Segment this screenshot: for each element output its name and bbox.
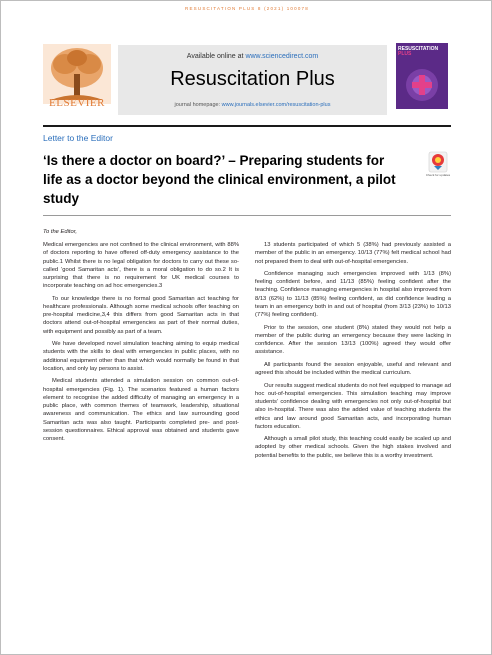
right-paragraph-3: Prior to the session, one student (8%) stated they would not help a member of the public during an emergency because they were lacking in confidence. After the session 13/13 (100%) agreed they would offer assistance. <box>255 324 451 356</box>
right-paragraph-1: 13 students participated of which 5 (38%) had previously assisted a member of the public in an emergency. 10/13 (77%) felt medical school had not prepared them to deal with out-of-hospital emergencies. <box>255 242 451 265</box>
title-rule <box>43 215 451 216</box>
right-paragraph-5: Our results suggest medical students do not feel equipped to manage ad hoc out-of-hospital emergencies. This simulation teaching may improve students’ confidence dealing with emergencies not only out-of-hospital but also in-hospital. There was also the added value of teaching students the ethics and law around good Samaritan acts, and incorporating human factors education. <box>255 382 451 430</box>
crossmark-icon[interactable] <box>428 151 448 173</box>
article-title: ‘Is there a doctor on board?’ – Preparing students for life as a doctor beyond the clinical environment, a pilot study <box>43 153 396 206</box>
crossmark-label: Check for updates <box>425 173 451 177</box>
cover-artwork <box>402 65 442 105</box>
running-head: RESUSCITATION PLUS 8 (2021) 100078 <box>185 6 309 11</box>
cover-title-line2: PLUS <box>398 51 412 57</box>
available-prefix: Available online at <box>186 53 246 60</box>
publisher-wordmark: ELSEVIER <box>49 97 105 109</box>
left-paragraph-2: To our knowledge there is no formal good Samaritan act teaching for healthcare professionals. Although some medical schools offer teaching on pre-hospital medicine,3,4 this differs from good Samaritan acts in that doctors attend out-of-hospital emergencies as part of their normal duties, with equipment and possibly as part of a team. <box>43 295 239 335</box>
journal-title: Resuscitation Plus <box>170 68 335 90</box>
right-paragraph-4: All participants found the session enjoyable, useful and relevant and agreed this should be included within the medical curriculum. <box>255 361 451 377</box>
journal-masthead <box>118 45 387 115</box>
left-paragraph-1: Medical emergencies are not confined to the clinical environment, with 88% of doctors reporting to have offered off-duty emergency assistance to the public.1 Whilst there is no legal obligation for doctors to carry out these so-called ‘good Samaritan acts’, there is a moral obligation to do so.2 It is surprising that there is no requirement for UK medical courses to incorporate teaching on ad hoc emergencies.3 <box>43 242 239 290</box>
masthead-rule <box>43 125 451 127</box>
sciencedirect-link[interactable]: www.sciencedirect.com <box>245 53 319 60</box>
available-online-line <box>118 53 387 60</box>
left-paragraph-3: We have developed novel simulation teaching aiming to equip medical students with the skills to deal with emergencies in public places, with no additional equipment other than that which would normally be found in that location, and only lay persons to assist. <box>43 341 239 372</box>
salutation: To the Editor, <box>43 229 77 235</box>
homepage-prefix: journal homepage: <box>174 102 222 108</box>
left-paragraph-4: Medical students attended a simulation session on common out-of-hospital emergencies (Fig. 1). The scenarios featured a human factors element to recognise the added difficulty of managing an emergency in a public place, with common themes of teamwork, leadership, situational awareness and communication. The ethics and law surrounding good Samaritan acts was also taught. Participants completed pre- and post-session questionnaires. Ethical approval was obtained and students gave consent. <box>43 378 239 443</box>
right-paragraph-2: Confidence managing such emergencies improved with 1/13 (8%) feeling confident before, and 11/13 (85%) feeling confident after the teaching. Confidence managing emergencies in hospital also improved from 8/13 (62%) to 11/13 (85%) feeling confident, as did confidence leading a team in an emergency both in and out of hospital (from 3/13 (23%) to 10/13 (77%) feeling confident). <box>255 270 451 319</box>
journal-homepage-line <box>118 102 387 108</box>
body-left-column <box>43 241 239 448</box>
cover-title <box>398 47 446 57</box>
body-right-column <box>255 241 451 464</box>
journal-homepage-link[interactable]: www.journals.elsevier.com/resuscitation-plus <box>221 102 331 108</box>
cover-title-line1: RESUSCITATION <box>398 46 439 52</box>
journal-cover-image <box>396 43 448 109</box>
article-section-label: Letter to the Editor <box>43 133 113 143</box>
right-paragraph-6: Although a small pilot study, this teaching could easily be scaled up and adopted by other medical schools. Given the high stakes involved and potential benefits to the public, we believe this is a worthy investment. <box>255 436 451 459</box>
